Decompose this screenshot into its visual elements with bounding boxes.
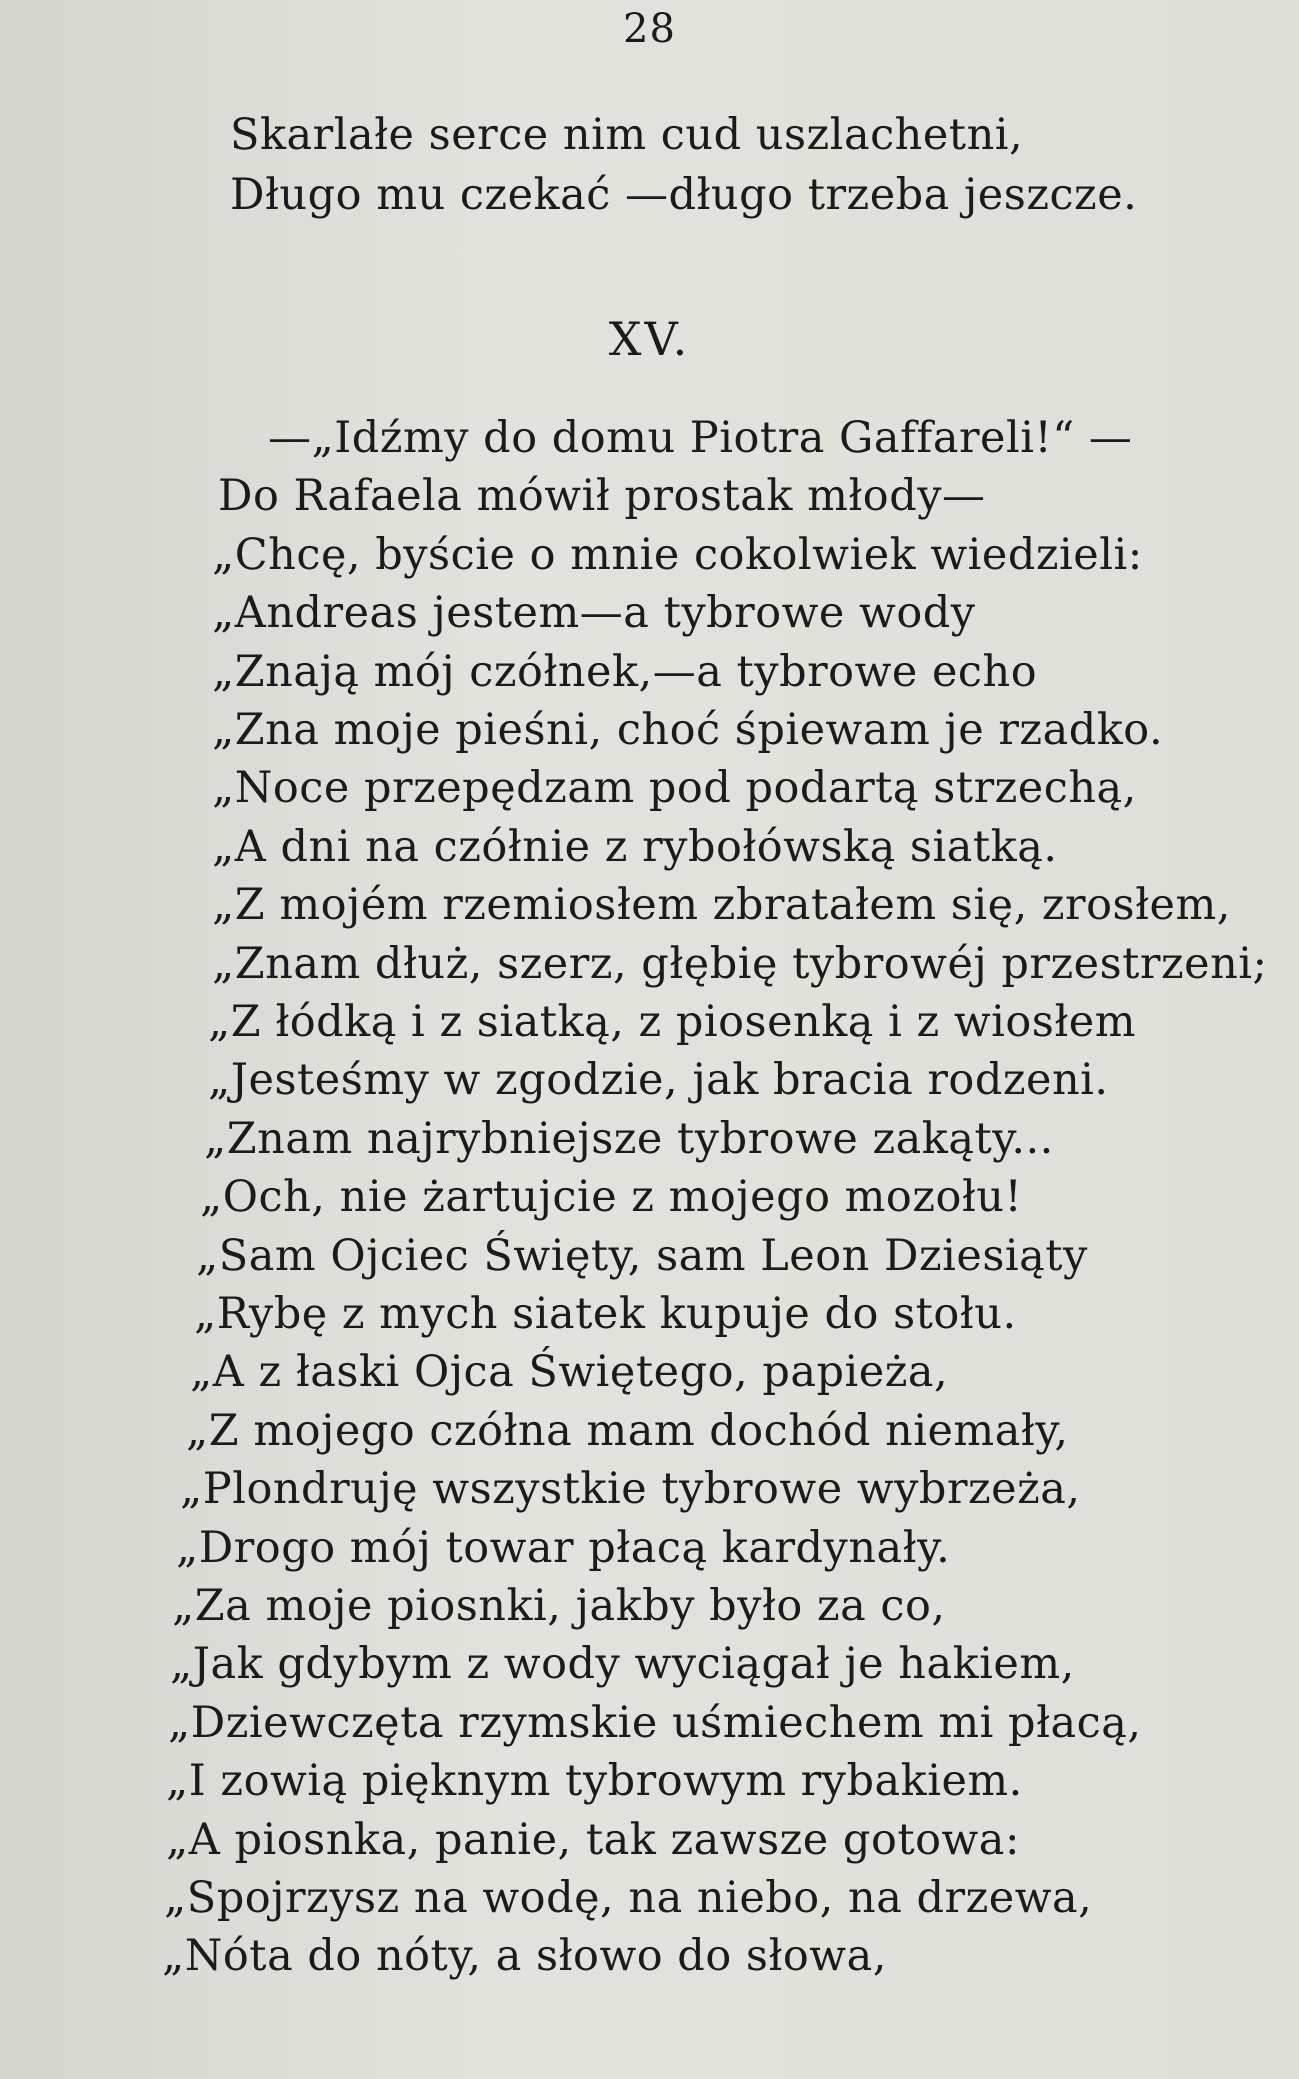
verse-line: „Znam dłuż, szerz, głębię tybrowéj przestrzeni; <box>212 939 1268 989</box>
verse-line: „Jak gdybym z wody wyciągał je hakiem, <box>170 1639 1075 1689</box>
verse-line: „Plondruję wszystkie tybrowe wybrzeża, <box>180 1464 1081 1514</box>
page-number: 28 <box>623 6 676 52</box>
verse-line: „Znają mój czółnek,—a tybrowe echo <box>212 647 1038 697</box>
verse-line: „A dni na czółnie z rybołówską siatką. <box>212 822 1058 872</box>
verse-line: „Drogo mój towar płacą kardynały. <box>176 1523 951 1573</box>
intro-line-2: Długo mu czekać —długo trzeba jeszcze. <box>230 170 1138 220</box>
verse-line: „Zna moje pieśni, choć śpiewam je rzadko. <box>212 705 1164 755</box>
verse-line: „Spojrzysz na wodę, na niebo, na drzewa, <box>164 1873 1093 1923</box>
verse-line: „Dziewczęta rzymskie uśmiechem mi płacą, <box>168 1698 1142 1748</box>
verse-line: „A z łaski Ojca Świętego, papieża, <box>190 1347 949 1397</box>
verse-line: „Z mojego czółna mam dochód niemały, <box>186 1406 1069 1456</box>
verse-line: —„Idźmy do domu Piotra Gaffareli!“ — <box>268 413 1133 463</box>
section-heading: XV. <box>608 312 691 366</box>
verse-line: „Noce przepędzam pod podartą strzechą, <box>212 763 1137 813</box>
verse-line: „Jesteśmy w zgodzie, jak bracia rodzeni. <box>208 1055 1109 1105</box>
verse-line: „Chcę, byście o mnie cokolwiek wiedzieli: <box>212 530 1143 580</box>
verse-line: „Znam najrybniejsze tybrowe zakąty... <box>204 1114 1054 1164</box>
verse-line: „Andreas jestem—a tybrowe wody <box>212 588 976 638</box>
verse-line: „Sam Ojciec Święty, sam Leon Dziesiąty <box>196 1231 1088 1281</box>
verse-line: „Nóta do nóty, a słowo do słowa, <box>162 1931 887 1981</box>
verse-line: „Och, nie żartujcie z mojego mozołu! <box>200 1172 1023 1222</box>
verse-line: Do Rafaela mówił prostak młody— <box>218 471 986 521</box>
verse-line: „A piosnka, panie, tak zawsze gotowa: <box>166 1815 1020 1865</box>
verse-line: „Z łódką i z siatką, z piosenką i z wiosłem <box>208 997 1137 1047</box>
intro-line-1: Skarlałe serce nim cud uszlachetni, <box>230 110 1024 160</box>
verse-line: „I zowią pięknym tybrowym rybakiem. <box>166 1756 1023 1806</box>
verse-line: „Rybę z mych siatek kupuje do stołu. <box>194 1289 1017 1339</box>
verse-line: „Z mojém rzemiosłem zbratałem się, zrosłem, <box>212 880 1231 930</box>
verse-line: „Za moje piosnki, jakby było za co, <box>172 1581 946 1631</box>
